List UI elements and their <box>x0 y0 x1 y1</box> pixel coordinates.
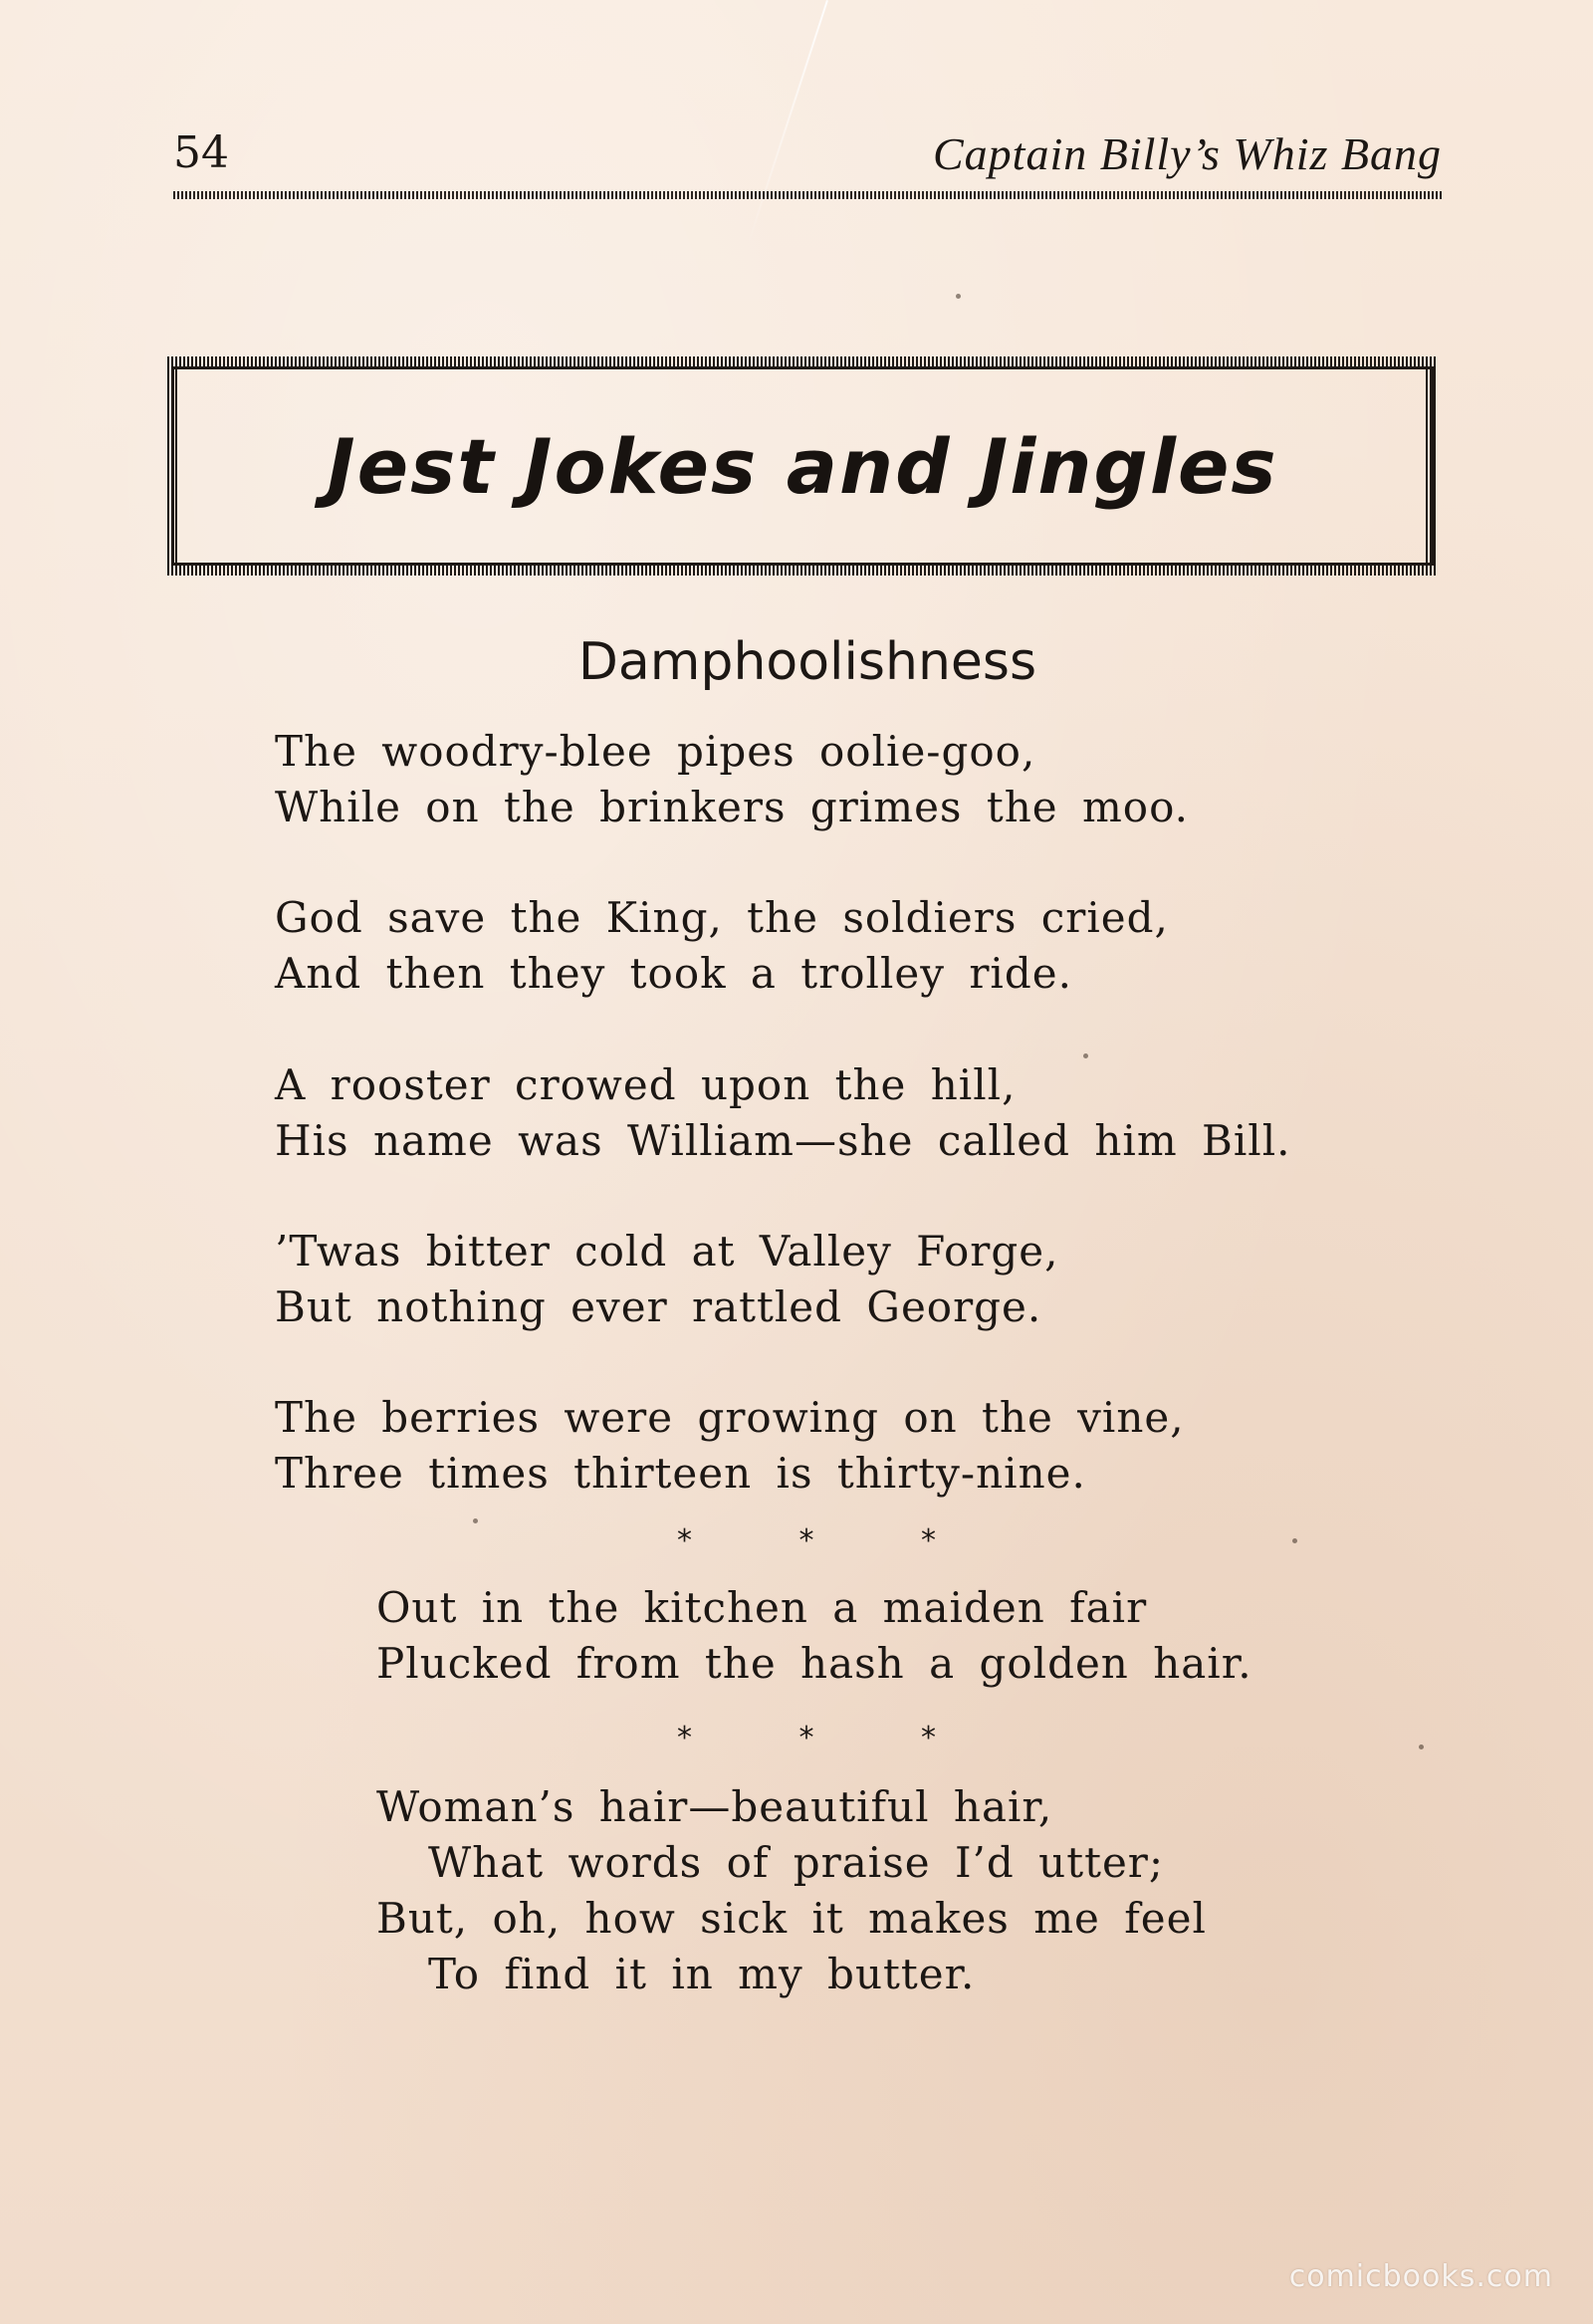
asterisk: * <box>921 1523 936 1558</box>
asterisk: * <box>921 1721 936 1755</box>
verse-line: But nothing ever rattled George. <box>275 1282 1042 1331</box>
verse-line: While on the brinkers grimes the moo. <box>275 783 1189 831</box>
paper-speck <box>1419 1744 1424 1749</box>
stanza <box>275 1390 1185 1502</box>
magazine-title: Captain Billy’s Whiz Bang <box>933 128 1442 179</box>
paper-crease <box>747 0 828 247</box>
verse-line: To find it in my butter. <box>428 1950 976 1998</box>
asterisk: * <box>798 1721 814 1755</box>
verse-line: What words of praise I’d utter; <box>428 1838 1165 1887</box>
verse-line: Plucked from the hash a golden hair. <box>376 1639 1252 1688</box>
section-title: Jest Jokes and Jingles <box>327 421 1278 511</box>
verse-line: ’Twas bitter cold at Valley Forge, <box>275 1227 1059 1276</box>
paper-speck <box>1292 1538 1297 1543</box>
paper-speck <box>956 294 961 299</box>
poem-title: Damphoolishness <box>577 632 1037 692</box>
asterisk: * <box>677 1523 692 1558</box>
verse-line: The berries were growing on the vine, <box>275 1393 1185 1442</box>
asterism-separator <box>677 1721 936 1755</box>
stanza <box>275 724 1189 835</box>
verse-line: Woman’s hair—beautiful hair, <box>376 1782 1053 1831</box>
verse-line: God save the King, the soldiers cried, <box>275 893 1169 942</box>
verse-line: But, oh, how sick it makes me feel <box>376 1894 1207 1943</box>
running-head <box>173 127 1442 187</box>
header-rule <box>173 191 1442 199</box>
page-number: 54 <box>173 127 229 178</box>
quatrain <box>376 1779 1207 2002</box>
stanza <box>275 1057 1291 1169</box>
verse-line: And then they took a trolley ride. <box>275 949 1072 998</box>
stanza <box>275 890 1169 1002</box>
verse-line: A rooster crowed upon the hill, <box>275 1060 1017 1109</box>
stanza <box>275 1224 1058 1335</box>
verse-line: Out in the kitchen a maiden fair <box>376 1583 1148 1632</box>
asterism-separator <box>677 1523 936 1558</box>
paper-speck <box>473 1518 478 1523</box>
asterisk: * <box>798 1523 814 1558</box>
asterisk: * <box>677 1721 692 1755</box>
verse-line: His name was William—she called him Bill. <box>275 1116 1291 1165</box>
couplet <box>376 1580 1252 1692</box>
watermark: comicbooks.com <box>1288 2259 1553 2294</box>
verse-line: The woodry-blee pipes oolie-goo, <box>275 727 1036 776</box>
verse-line: Three times thirteen is thirty-nine. <box>275 1449 1086 1498</box>
